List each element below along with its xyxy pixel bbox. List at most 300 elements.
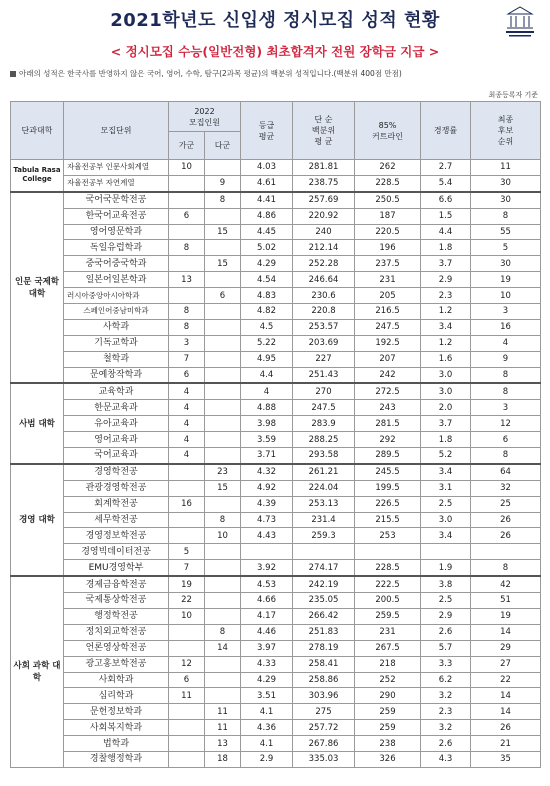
- grade-avg: 4.92: [241, 480, 293, 496]
- quota-ga: [169, 192, 205, 208]
- percentile-avg: 240: [293, 224, 355, 240]
- final-rank: 30: [471, 256, 541, 272]
- header-dept: 단과대학: [11, 102, 64, 160]
- competition-rate: 3.2: [421, 720, 471, 736]
- quota-ga: 7: [169, 560, 205, 576]
- final-rank: 8: [471, 208, 541, 224]
- quota-ga: 4: [169, 416, 205, 432]
- unit-name: 유아교육과: [64, 416, 169, 432]
- final-rank: 8: [471, 367, 541, 383]
- unit-name: 문예창작학과: [64, 367, 169, 383]
- cutline-85: 231: [355, 272, 421, 288]
- cutline-85: 237.5: [355, 256, 421, 272]
- college-name: 사범 대학: [11, 383, 64, 463]
- quota-da: [205, 383, 241, 399]
- quota-ga: 3: [169, 335, 205, 351]
- grade-avg: 4.41: [241, 192, 293, 208]
- grade-avg: 5.02: [241, 240, 293, 256]
- percentile-avg: 252.28: [293, 256, 355, 272]
- final-rank: 19: [471, 608, 541, 624]
- cutline-85: 281.5: [355, 416, 421, 432]
- cutline-85: 196: [355, 240, 421, 256]
- competition-rate: 2.9: [421, 272, 471, 288]
- quota-ga: [169, 464, 205, 480]
- table-row: [11, 288, 541, 304]
- quota-ga: [169, 480, 205, 496]
- cutline-85: 228.5: [355, 560, 421, 576]
- grade-avg: 4.61: [241, 175, 293, 191]
- competition-rate: 2.7: [421, 160, 471, 176]
- unit-name: 경제금융학전공: [64, 576, 169, 592]
- unit-name: 행정학전공: [64, 608, 169, 624]
- quota-da: [205, 672, 241, 688]
- competition-rate: 6.6: [421, 192, 471, 208]
- cutline-85: 243: [355, 400, 421, 416]
- grade-avg: 4.5: [241, 319, 293, 335]
- quota-ga: 5: [169, 544, 205, 560]
- percentile-avg: 288.25: [293, 432, 355, 448]
- percentile-avg: 303.96: [293, 688, 355, 704]
- quota-ga: [169, 528, 205, 544]
- competition-rate: 2.3: [421, 288, 471, 304]
- competition-rate: 3.8: [421, 576, 471, 592]
- grade-avg: 4.33: [241, 656, 293, 672]
- quota-ga: 6: [169, 208, 205, 224]
- header-percentile: 단 순 백분위 평 균: [293, 102, 355, 160]
- header-ga: 가군: [169, 132, 205, 160]
- competition-rate: 5.7: [421, 640, 471, 656]
- final-rank: 51: [471, 593, 541, 609]
- percentile-avg: 251.83: [293, 624, 355, 640]
- table-row: [11, 208, 541, 224]
- final-rank: 26: [471, 512, 541, 528]
- unit-name: 정치외교학전공: [64, 624, 169, 640]
- competition-rate: 1.2: [421, 335, 471, 351]
- quota-da: [205, 400, 241, 416]
- competition-rate: 2.6: [421, 624, 471, 640]
- final-rank: 3: [471, 400, 541, 416]
- quota-ga: [169, 175, 205, 191]
- college-name: 사회 과학 대학: [11, 576, 64, 767]
- grade-avg: 4: [241, 383, 293, 399]
- percentile-avg: 224.04: [293, 480, 355, 496]
- unit-name: 회계학전공: [64, 496, 169, 512]
- final-rank: 32: [471, 480, 541, 496]
- quota-ga: [169, 288, 205, 304]
- unit-name: 일본어일본학과: [64, 272, 169, 288]
- final-rank: 21: [471, 736, 541, 752]
- quota-ga: 19: [169, 576, 205, 592]
- quota-ga: [169, 224, 205, 240]
- final-rank: 35: [471, 751, 541, 767]
- grade-avg: 5.22: [241, 335, 293, 351]
- unit-name: 자율전공부 자연계열: [64, 175, 169, 191]
- unit-name: 한문교육과: [64, 400, 169, 416]
- percentile-avg: 230.6: [293, 288, 355, 304]
- table-row: [11, 512, 541, 528]
- cutline-85: 220.5: [355, 224, 421, 240]
- college-name: Tabula Rasa College: [11, 160, 64, 192]
- final-rank: [471, 544, 541, 560]
- quota-da: [205, 576, 241, 592]
- cutline-85: 226.5: [355, 496, 421, 512]
- quota-ga: 4: [169, 448, 205, 464]
- percentile-avg: 261.21: [293, 464, 355, 480]
- grade-avg: 4.46: [241, 624, 293, 640]
- unit-name: 독일유럽학과: [64, 240, 169, 256]
- final-rank: 8: [471, 448, 541, 464]
- subtitle: < 정시모집 수능(일반전형) 최초합격자 전원 장학금 지급 >: [110, 44, 440, 59]
- quota-ga: 7: [169, 351, 205, 367]
- final-rank: 4: [471, 335, 541, 351]
- percentile-avg: 247.5: [293, 400, 355, 416]
- grade-avg: 3.92: [241, 560, 293, 576]
- cutline-85: 289.5: [355, 448, 421, 464]
- square-bullet-icon: [10, 71, 16, 77]
- quota-ga: 6: [169, 367, 205, 383]
- quota-da: [205, 656, 241, 672]
- final-rank: 6: [471, 432, 541, 448]
- unit-name: EMU경영학부: [64, 560, 169, 576]
- competition-rate: 1.2: [421, 304, 471, 320]
- percentile-avg: 227: [293, 351, 355, 367]
- quota-da: 8: [205, 512, 241, 528]
- quota-ga: 6: [169, 672, 205, 688]
- unit-name: 자율전공부 인문사회계열: [64, 160, 169, 176]
- final-rank: 9: [471, 351, 541, 367]
- quota-da: [205, 416, 241, 432]
- unit-name: 국어교육과: [64, 448, 169, 464]
- final-rank: 10: [471, 288, 541, 304]
- cutline-85: 262: [355, 160, 421, 176]
- percentile-avg: 258.86: [293, 672, 355, 688]
- percentile-avg: 267.86: [293, 736, 355, 752]
- percentile-avg: 253.57: [293, 319, 355, 335]
- quota-ga: [169, 736, 205, 752]
- cutline-85: 200.5: [355, 593, 421, 609]
- cutline-85: 205: [355, 288, 421, 304]
- header-grade: 등급 평균: [241, 102, 293, 160]
- quota-da: [205, 319, 241, 335]
- table-row: [11, 608, 541, 624]
- table-row: [11, 335, 541, 351]
- quota-ga: 8: [169, 304, 205, 320]
- quota-da: [205, 367, 241, 383]
- competition-rate: 2.3: [421, 704, 471, 720]
- grade-avg: 4.4: [241, 367, 293, 383]
- cutline-85: 222.5: [355, 576, 421, 592]
- grade-avg: 4.88: [241, 400, 293, 416]
- final-rank: 30: [471, 175, 541, 191]
- table-row: [11, 720, 541, 736]
- cutline-85: 250.5: [355, 192, 421, 208]
- grade-avg: 4.03: [241, 160, 293, 176]
- cutline-85: 245.5: [355, 464, 421, 480]
- grade-avg: 3.97: [241, 640, 293, 656]
- table-row: [11, 480, 541, 496]
- competition-rate: 2.6: [421, 736, 471, 752]
- grade-avg: 2.9: [241, 751, 293, 767]
- unit-name: 국제통상학전공: [64, 593, 169, 609]
- table-row: [11, 240, 541, 256]
- percentile-avg: 283.9: [293, 416, 355, 432]
- college-name: 인문 국제학 대학: [11, 192, 64, 384]
- unit-name: 심리학과: [64, 688, 169, 704]
- unit-name: 광고홍보학전공: [64, 656, 169, 672]
- quota-da: 15: [205, 480, 241, 496]
- competition-rate: 3.0: [421, 383, 471, 399]
- quota-ga: 22: [169, 593, 205, 609]
- cutline-85: 272.5: [355, 383, 421, 399]
- unit-name: 사회학과: [64, 672, 169, 688]
- quota-ga: 4: [169, 383, 205, 399]
- table-row: [11, 496, 541, 512]
- competition-rate: 6.2: [421, 672, 471, 688]
- unit-name: 한국어교육전공: [64, 208, 169, 224]
- cutline-85: 292: [355, 432, 421, 448]
- final-rank: 26: [471, 528, 541, 544]
- percentile-avg: 278.19: [293, 640, 355, 656]
- grade-avg: 4.1: [241, 704, 293, 720]
- grade-avg: 4.36: [241, 720, 293, 736]
- cutline-85: 267.5: [355, 640, 421, 656]
- cutline-85: 192.5: [355, 335, 421, 351]
- table-row: [11, 272, 541, 288]
- quota-da: 9: [205, 175, 241, 191]
- quota-ga: 8: [169, 319, 205, 335]
- grade-avg: 4.1: [241, 736, 293, 752]
- table-row: [11, 736, 541, 752]
- table-row: [11, 464, 541, 480]
- table-row: [11, 224, 541, 240]
- final-rank: 19: [471, 272, 541, 288]
- table-row: [11, 256, 541, 272]
- final-rank: 8: [471, 560, 541, 576]
- competition-rate: 1.5: [421, 208, 471, 224]
- table-row: [11, 624, 541, 640]
- quota-ga: [169, 256, 205, 272]
- competition-rate: 3.4: [421, 464, 471, 480]
- final-rank: 14: [471, 704, 541, 720]
- cutline-85: 199.5: [355, 480, 421, 496]
- table-row: [11, 560, 541, 576]
- percentile-avg: 281.81: [293, 160, 355, 176]
- competition-rate: 2.9: [421, 608, 471, 624]
- cutline-85: 228.5: [355, 175, 421, 191]
- final-rank: 5: [471, 240, 541, 256]
- cutline-85: 238: [355, 736, 421, 752]
- grade-avg: 4.54: [241, 272, 293, 288]
- table-row: [11, 304, 541, 320]
- quota-da: 11: [205, 704, 241, 720]
- cutline-85: 252: [355, 672, 421, 688]
- quota-da: 15: [205, 256, 241, 272]
- grade-avg: 4.73: [241, 512, 293, 528]
- competition-rate: 3.2: [421, 688, 471, 704]
- header-cutline: 85% 커트라인: [355, 102, 421, 160]
- quota-ga: 16: [169, 496, 205, 512]
- table-row: [11, 367, 541, 383]
- percentile-avg: 246.64: [293, 272, 355, 288]
- final-rank: 25: [471, 496, 541, 512]
- table-row: [11, 688, 541, 704]
- header-unit: 모집단위: [64, 102, 169, 160]
- table-row: [11, 319, 541, 335]
- competition-rate: 4.4: [421, 224, 471, 240]
- final-rank: 12: [471, 416, 541, 432]
- cutline-85: 187: [355, 208, 421, 224]
- grade-avg: 4.29: [241, 256, 293, 272]
- percentile-avg: 235.05: [293, 593, 355, 609]
- table-row: [11, 544, 541, 560]
- grade-avg: 3.98: [241, 416, 293, 432]
- unit-name: 영어영문학과: [64, 224, 169, 240]
- quota-da: [205, 544, 241, 560]
- admission-results-table: [10, 101, 541, 768]
- quota-da: [205, 335, 241, 351]
- unit-name: 사회복지학과: [64, 720, 169, 736]
- grade-avg: 4.43: [241, 528, 293, 544]
- quota-ga: 4: [169, 400, 205, 416]
- final-rank: 8: [471, 383, 541, 399]
- quota-ga: [169, 704, 205, 720]
- grade-avg: 4.95: [241, 351, 293, 367]
- table-row: [11, 383, 541, 399]
- quota-ga: 4: [169, 432, 205, 448]
- final-rank: 27: [471, 656, 541, 672]
- unit-name: 경영빅데이터전공: [64, 544, 169, 560]
- percentile-avg: 259.3: [293, 528, 355, 544]
- cutline-85: [355, 544, 421, 560]
- college-name: 경영 대학: [11, 464, 64, 576]
- competition-rate: 5.2: [421, 448, 471, 464]
- unit-name: 경영정보학전공: [64, 528, 169, 544]
- quota-ga: [169, 624, 205, 640]
- cutline-85: 259.5: [355, 608, 421, 624]
- competition-rate: 3.7: [421, 256, 471, 272]
- percentile-avg: 220.8: [293, 304, 355, 320]
- competition-rate: 3.0: [421, 367, 471, 383]
- table-row: [11, 672, 541, 688]
- grade-avg: 4.83: [241, 288, 293, 304]
- grade-avg: 3.51: [241, 688, 293, 704]
- header-final-rank: 최종 후보 순위: [471, 102, 541, 160]
- quota-da: [205, 593, 241, 609]
- quota-ga: 8: [169, 240, 205, 256]
- table-row: [11, 160, 541, 176]
- quota-da: [205, 351, 241, 367]
- table-row: [11, 416, 541, 432]
- quota-da: [205, 240, 241, 256]
- unit-name: 철학과: [64, 351, 169, 367]
- header-da: 다군: [205, 132, 241, 160]
- unit-name: 세무학전공: [64, 512, 169, 528]
- unit-name: 경영학전공: [64, 464, 169, 480]
- final-rank: 14: [471, 688, 541, 704]
- percentile-avg: 274.17: [293, 560, 355, 576]
- quota-da: [205, 432, 241, 448]
- cutline-85: 326: [355, 751, 421, 767]
- final-rank: 42: [471, 576, 541, 592]
- grade-avg: 4.66: [241, 593, 293, 609]
- competition-rate: 2.0: [421, 400, 471, 416]
- quota-ga: 12: [169, 656, 205, 672]
- cutline-85: 216.5: [355, 304, 421, 320]
- table-row: [11, 448, 541, 464]
- table-row: [11, 175, 541, 191]
- unit-name: 사학과: [64, 319, 169, 335]
- cutline-85: 207: [355, 351, 421, 367]
- quota-da: [205, 160, 241, 176]
- cutline-85: 259: [355, 720, 421, 736]
- header-rate: 경쟁률: [421, 102, 471, 160]
- unit-name: 교육학과: [64, 383, 169, 399]
- grade-avg: 4.32: [241, 464, 293, 480]
- university-logo: [500, 3, 540, 41]
- unit-name: 법학과: [64, 736, 169, 752]
- percentile-avg: 257.72: [293, 720, 355, 736]
- table-row: [11, 192, 541, 208]
- competition-rate: 4.3: [421, 751, 471, 767]
- cutline-85: 215.5: [355, 512, 421, 528]
- final-rank: 26: [471, 720, 541, 736]
- competition-rate: 1.6: [421, 351, 471, 367]
- competition-rate: 3.7: [421, 416, 471, 432]
- final-rank: 22: [471, 672, 541, 688]
- competition-rate: 3.4: [421, 319, 471, 335]
- quota-da: [205, 560, 241, 576]
- quota-ga: 11: [169, 688, 205, 704]
- unit-name: 경찰행정학과: [64, 751, 169, 767]
- quota-da: 18: [205, 751, 241, 767]
- quota-da: [205, 208, 241, 224]
- table-row: [11, 704, 541, 720]
- quota-da: 10: [205, 528, 241, 544]
- grade-avg: 4.39: [241, 496, 293, 512]
- quota-da: 8: [205, 192, 241, 208]
- quota-ga: 10: [169, 608, 205, 624]
- grade-avg: 4.45: [241, 224, 293, 240]
- percentile-avg: 220.92: [293, 208, 355, 224]
- cutline-85: 247.5: [355, 319, 421, 335]
- note-text: 아래의 성적은 한국사를 반영하지 않은 국어, 영어, 수학, 탐구(2과목 평균)의 백분위 성적입니다.(백분위 400점 만점): [19, 69, 402, 78]
- table-row: [11, 351, 541, 367]
- quota-da: 8: [205, 624, 241, 640]
- basis-note: 최종등록자 기준: [488, 91, 538, 99]
- quota-ga: 13: [169, 272, 205, 288]
- percentile-avg: 275: [293, 704, 355, 720]
- grade-avg: [241, 544, 293, 560]
- table-row: [11, 432, 541, 448]
- percentile-avg: 335.03: [293, 751, 355, 767]
- note: [10, 68, 402, 79]
- quota-da: 11: [205, 720, 241, 736]
- cutline-85: 290: [355, 688, 421, 704]
- percentile-avg: 266.42: [293, 608, 355, 624]
- header-quota: 2022 모집인원: [169, 102, 241, 132]
- unit-name: 영어교육과: [64, 432, 169, 448]
- grade-avg: 4.53: [241, 576, 293, 592]
- cutline-85: 253: [355, 528, 421, 544]
- table-row: [11, 593, 541, 609]
- quota-da: 13: [205, 736, 241, 752]
- competition-rate: 1.8: [421, 240, 471, 256]
- quota-da: [205, 304, 241, 320]
- competition-rate: 5.4: [421, 175, 471, 191]
- unit-name: 관광경영학전공: [64, 480, 169, 496]
- percentile-avg: 251.43: [293, 367, 355, 383]
- competition-rate: 3.3: [421, 656, 471, 672]
